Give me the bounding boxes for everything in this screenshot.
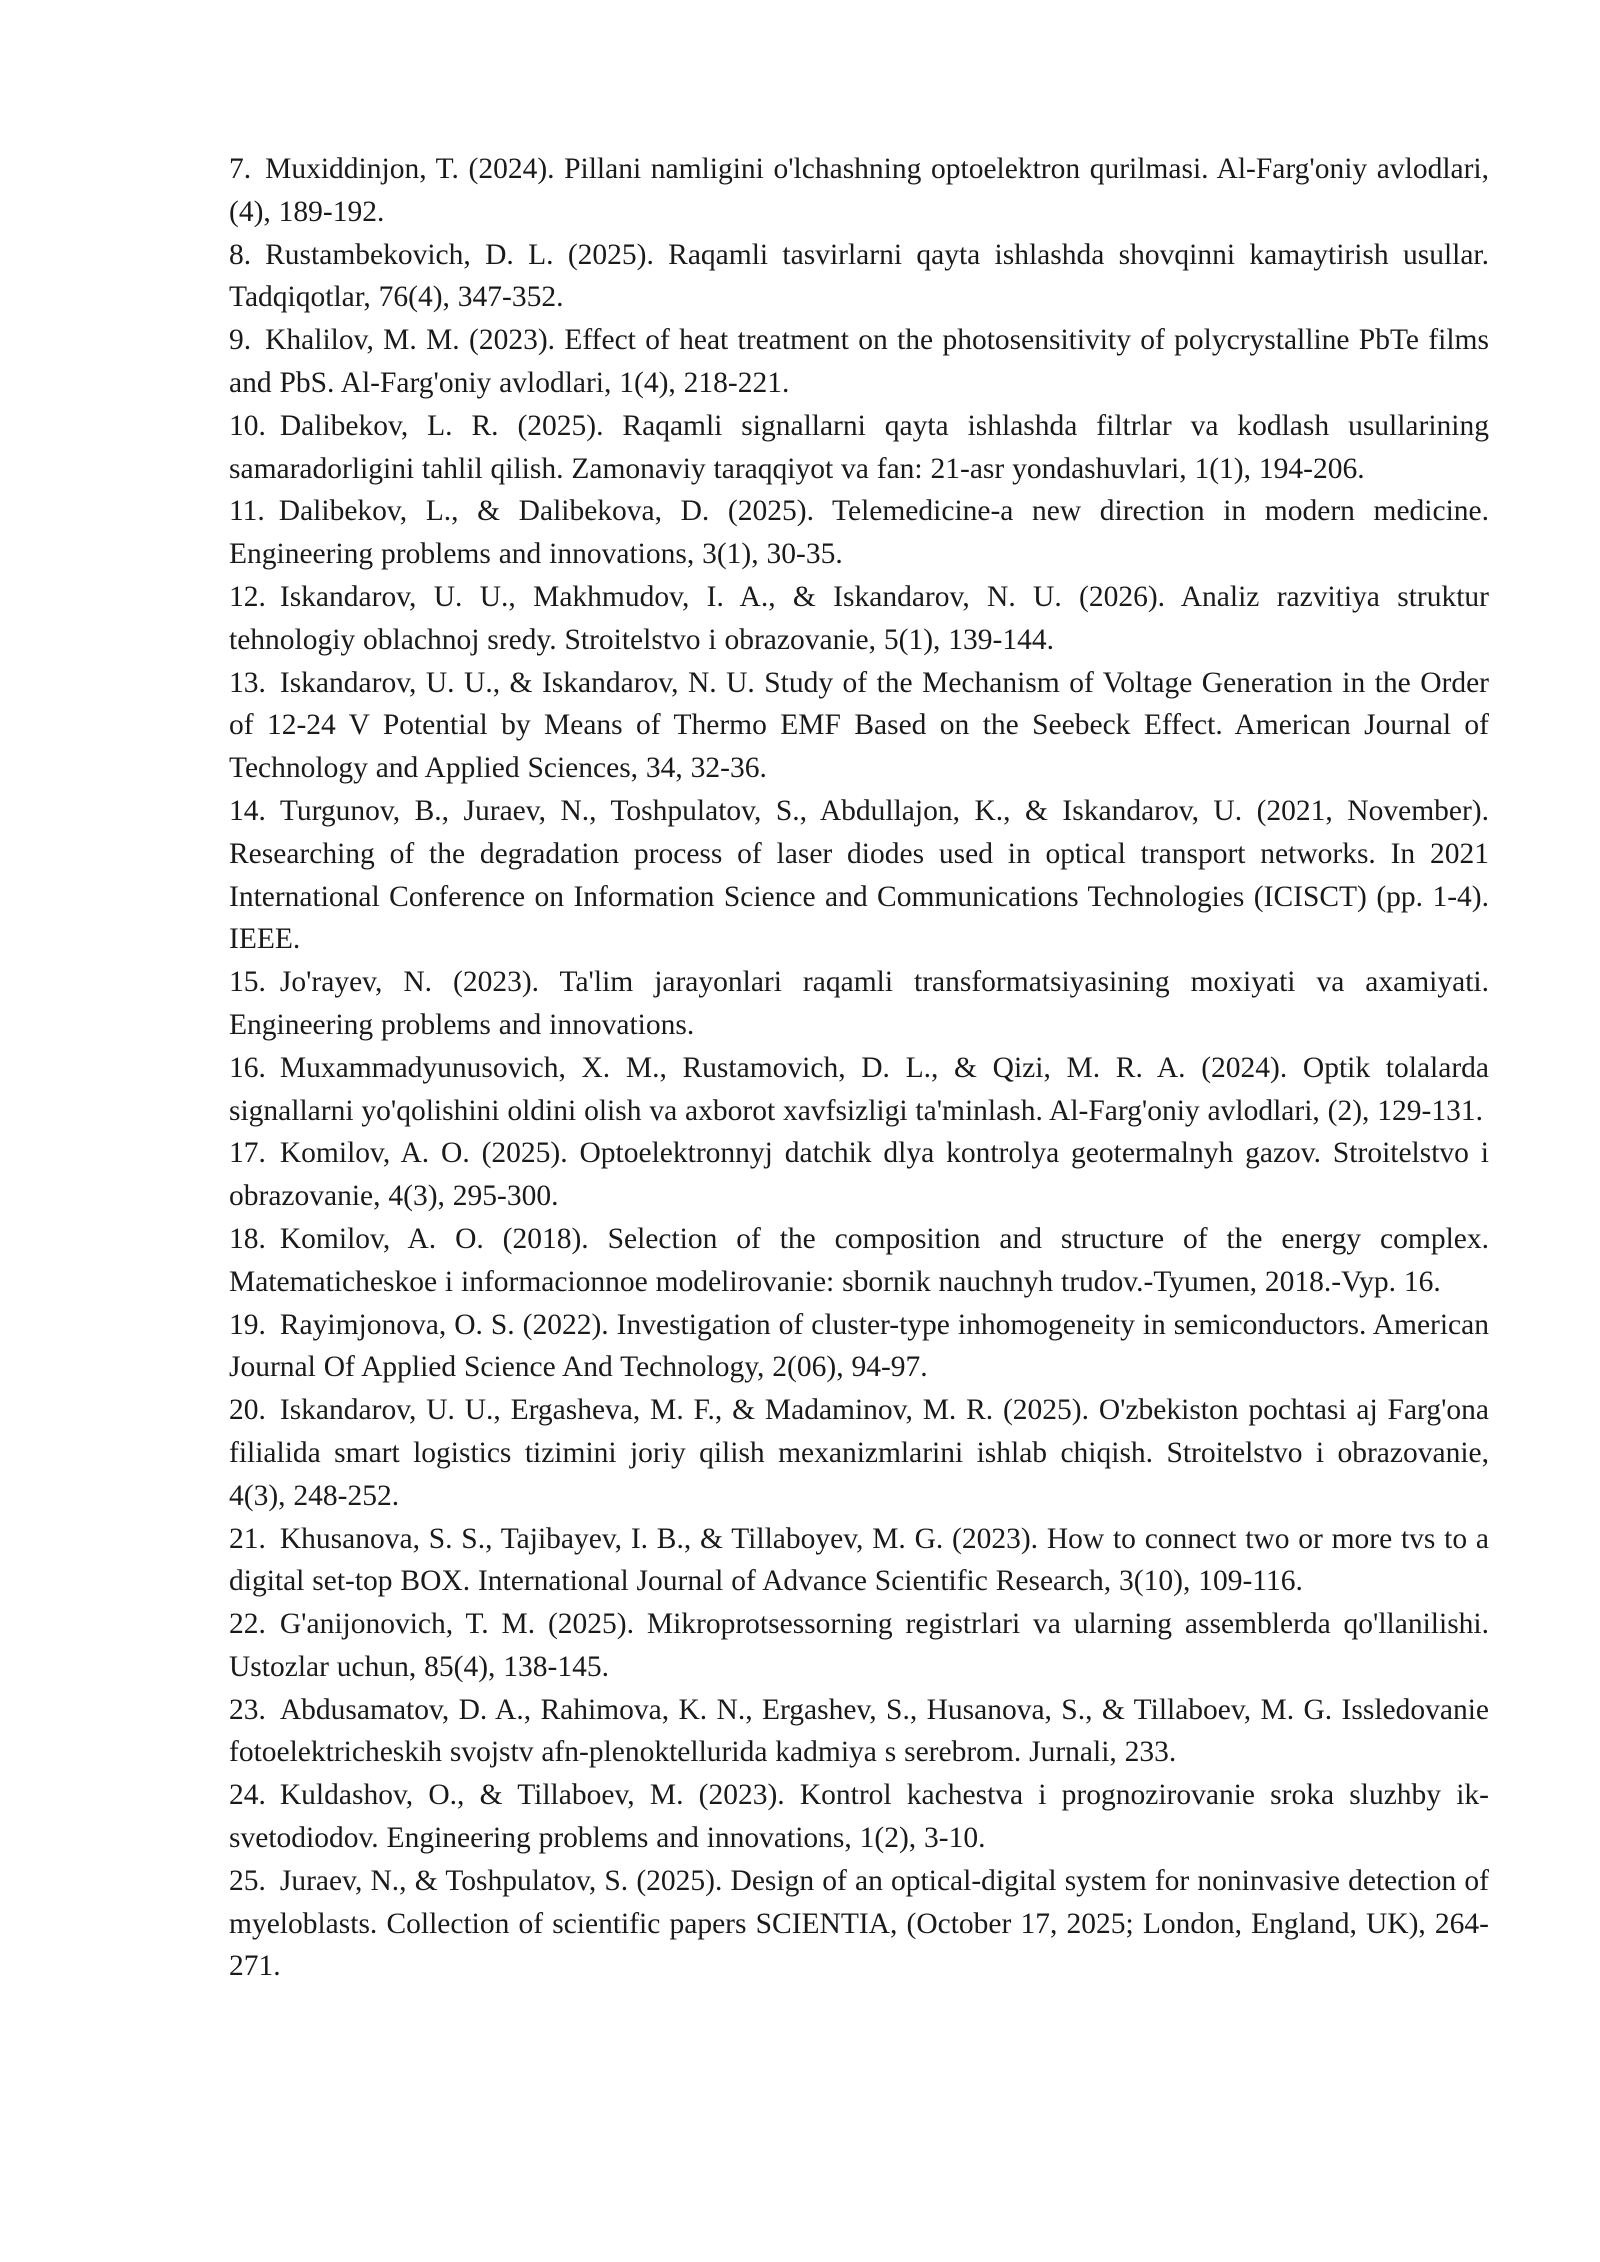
reference-item: [229, 1304, 1489, 1390]
reference-item: [229, 234, 1489, 320]
reference-item: [229, 1689, 1489, 1775]
reference-number: 11.: [229, 495, 265, 528]
reference-number: 7.: [229, 153, 252, 185]
reference-text: Dalibekov, L. R. (2025). Raqamli signallarni qayta ishlashda filtrlar va kodlash usullarining samaradorligini tahlil qilish. Zamonaviy taraqqiyot va fan: 21-asr yondashuvlari, 1(1), 194-206.: [229, 409, 1489, 485]
reference-item: [229, 790, 1489, 961]
reference-list: [229, 148, 1489, 1988]
reference-number: 18.: [229, 1222, 266, 1255]
reference-text: G'anijonovich, T. M. (2025). Mikroprotsessorning registrlari va ularning assemblerda qo'llanilishi. Ustozlar uchun, 85(4), 138-145.: [229, 1608, 1489, 1683]
reference-item: [229, 1518, 1489, 1604]
reference-number: 12.: [229, 580, 266, 613]
reference-number: 19.: [229, 1308, 266, 1341]
reference-number: 23.: [229, 1693, 266, 1726]
reference-text: Abdusamatov, D. A., Rahimova, K. N., Ergashev, S., Husanova, S., & Tillaboev, M. G. Issledovanie fotoelektricheskih svojstv afn-plenoktellurida kadmiya s serebrom. Jurnali, 233.: [229, 1693, 1489, 1769]
reference-number: 9.: [229, 324, 252, 357]
reference-number: 8.: [229, 238, 252, 271]
reference-item: [229, 662, 1489, 790]
reference-item: [229, 490, 1489, 576]
reference-item: [229, 961, 1489, 1047]
reference-number: 17.: [229, 1137, 266, 1170]
reference-number: 21.: [229, 1522, 266, 1555]
reference-text: Muxammadyunusovich, X. M., Rustamovich, D. L., & Qizi, M. R. A. (2024). Optik tolalarda signallarni yo'qolishini oldini olish va axborot xavfsizligi ta'minlash. Al-Farg'oniy avlodlari, (2), 129-131.: [229, 1051, 1489, 1127]
reference-item: [229, 1774, 1489, 1860]
reference-text: Muxiddinjon, T. (2024). Pillani namligini o'lchashning optoelektron qurilmasi. Al-Farg'oniy avlodlari, (4), 189-192.: [229, 153, 1489, 228]
reference-text: Jo'rayev, N. (2023). Ta'lim jarayonlari raqamli transformatsiyasining moxiyati va axamiyati. Engineering problems and innovations.: [229, 966, 1489, 1041]
reference-item: [229, 319, 1489, 405]
reference-item: [229, 1603, 1489, 1689]
reference-number: 13.: [229, 666, 266, 699]
reference-item: [229, 1860, 1489, 1988]
reference-text: Komilov, A. O. (2025). Optoelektronnyj datchik dlya kontrolya geotermalnyh gazov. Stroitelstvo i obrazovanie, 4(3), 295-300.: [229, 1137, 1489, 1213]
reference-item: [229, 1218, 1489, 1304]
reference-text: Turgunov, B., Juraev, N., Toshpulatov, S., Abdullajon, K., & Iskandarov, U. (2021, November). Researching of the degradation process of laser diodes used in optical transport networks. In 2021 International Conference on Information Science and Communications Technologies (ICISCT) (pp. 1-4). IEEE.: [229, 794, 1489, 956]
reference-number: 20.: [229, 1394, 266, 1427]
reference-text: Iskandarov, U. U., Makhmudov, I. A., & Iskandarov, N. U. (2026). Analiz razvitiya struktur tehnologiy oblachnoj sredy. Stroitelstvo i obrazovanie, 5(1), 139-144.: [229, 580, 1489, 656]
reference-text: Iskandarov, U. U., Ergasheva, M. F., & Madaminov, M. R. (2025). O'zbekiston pochtasi aj Farg'ona filialida smart logistics tizimini joriy qilish mexanizmlarini ishlab chiqish. Stroitelstvo i obrazovanie, 4(3), 248-252.: [229, 1394, 1489, 1512]
reference-item: [229, 576, 1489, 662]
reference-text: Khusanova, S. S., Tajibayev, I. B., & Tillaboyev, M. G. (2023). How to connect two or more tvs to a digital set-top BOX. International Journal of Advance Scientific Research, 3(10), 109-116.: [229, 1522, 1489, 1598]
reference-text: Komilov, A. O. (2018). Selection of the composition and structure of the energy complex. Matematicheskoe i informacionnoe modelirovanie: sbornik nauchnyh trudov.-Tyumen, 2018.-Vyp. 16.: [229, 1222, 1489, 1298]
reference-item: [229, 1389, 1489, 1517]
reference-number: 10.: [229, 409, 266, 442]
reference-text: Dalibekov, L., & Dalibekova, D. (2025). Telemedicine-a new direction in modern medicine. Engineering problems and innovations, 3(1), 30-35.: [229, 495, 1489, 571]
reference-text: Juraev, N., & Toshpulatov, S. (2025). Design of an optical-digital system for noninvasive detection of myeloblasts. Collection of scientific papers SCIENTIA, (October 17, 2025; London, England, UK), 264-271.: [229, 1864, 1489, 1983]
reference-number: 15.: [229, 966, 266, 999]
reference-number: 24.: [229, 1779, 266, 1812]
reference-item: [229, 1132, 1489, 1218]
reference-number: 25.: [229, 1864, 266, 1897]
reference-item: [229, 405, 1489, 491]
reference-text: Khalilov, M. M. (2023). Effect of heat treatment on the photosensitivity of polycrystalline PbTe films and PbS. Al-Farg'oniy avlodlari, 1(4), 218-221.: [229, 324, 1489, 399]
reference-number: 16.: [229, 1051, 266, 1084]
reference-number: 22.: [229, 1608, 266, 1641]
reference-number: 14.: [229, 794, 266, 827]
reference-text: Rayimjonova, O. S. (2022). Investigation of cluster-type inhomogeneity in semiconductors. American Journal Of Applied Science And Technology, 2(06), 94-97.: [229, 1308, 1489, 1384]
reference-text: Iskandarov, U. U., & Iskandarov, N. U. Study of the Mechanism of Voltage Generation in the Order of 12-24 V Potential by Means of Thermo EMF Based on the Seebeck Effect. American Journal of Technology and Applied Sciences, 34, 32-36.: [229, 666, 1489, 785]
reference-item: [229, 148, 1489, 234]
reference-text: Kuldashov, O., & Tillaboev, M. (2023). Kontrol kachestva i prognozirovanie sroka sluzhby ik-svetodiodov. Engineering problems and innovations, 1(2), 3-10.: [229, 1779, 1489, 1855]
reference-item: [229, 1047, 1489, 1133]
reference-text: Rustambekovich, D. L. (2025). Raqamli tasvirlarni qayta ishlashda shovqinni kamaytirish usullar. Tadqiqotlar, 76(4), 347-352.: [229, 238, 1489, 314]
